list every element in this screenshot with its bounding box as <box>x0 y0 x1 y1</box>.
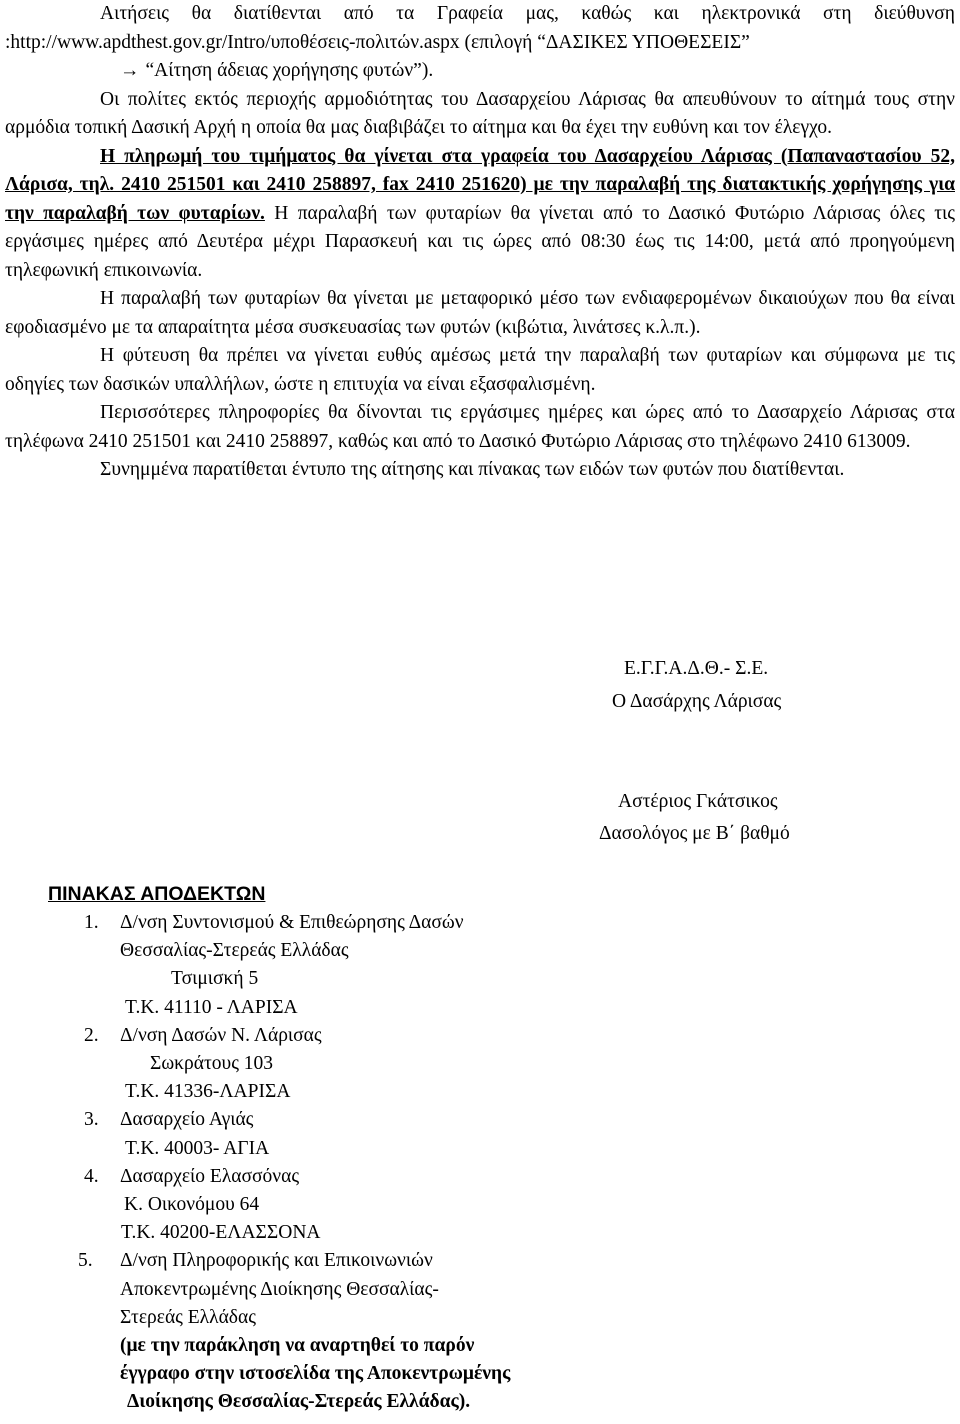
recipient-line: Δ/νση Συντονισμού & Επιθεώρησης Δασών <box>120 912 464 933</box>
recipient-line: Διοίκησης Θεσσαλίας-Στερεάς Ελλάδας). <box>127 1391 471 1413</box>
recipient-line: Τσιμισκή 5 <box>171 968 259 990</box>
signature-name: Αστέριος Γκάτσικος <box>618 791 778 812</box>
signature-org: Ε.Γ.Γ.Α.Δ.Θ.- Σ.Ε. <box>624 658 769 679</box>
recipient-line: έγγραφο στην ιστοσελίδα της Αποκεντρωμένης <box>120 1363 511 1385</box>
pickup-details: Η παραλαβή των φυταρίων θα γίνεται από το Δασικό Φυτώριο Λάρισας όλες τις εργάσιμες ημέρες από Δευτέρα μέχρι Παρασκευή και τις ώρες από 08:30 έως τις 14:00, μετά από προηγούμενη τηλεφωνική επικοινωνία. <box>5 202 955 281</box>
paragraph-outside-area: Οι πολίτες εκτός περιοχής αρμοδιότητας του Δασαρχείου Λάρισας θα απευθύνουν το αίτημά τους στην αρμόδια τοπική Δασική Αρχή η οποία θα μας διαβιβάζει το αίτημα και θα έχει την ευθύνη και τον έλεγχο. <box>5 88 955 138</box>
recipient-line: Τ.Κ. 41336-ΛΑΡΙΣΑ <box>125 1081 291 1103</box>
recipient-number: 4. <box>84 1165 99 1187</box>
paragraph-transport: Η παραλαβή των φυταρίων θα γίνεται με μεταφορικό μέσο των ενδιαφερομένων δικαιούχων που θα είναι εφοδιασμένο με τα απαραίτητα μέσα συσκευασίας των φυτών (κιβώτια, λινάτσες κ.λ.π.). <box>5 288 955 338</box>
recipient-line: (με την παράκληση να αναρτηθεί το παρόν <box>120 1335 475 1357</box>
paragraph-applications <box>5 0 955 86</box>
recipient-item <box>48 1022 928 1107</box>
recipient-item <box>48 1106 928 1162</box>
recipient-item <box>48 1163 928 1248</box>
signature-role: Ο Δασάρχης Λάρισας <box>612 691 782 712</box>
signature-title: Δασολόγος με Β΄ βαθμό <box>599 823 790 844</box>
paragraph-payment <box>5 143 955 286</box>
recipient-line: Θεσσαλίας-Στερεάς Ελλάδας <box>120 940 349 962</box>
recipient-number: 3. <box>84 1109 99 1131</box>
paragraph-planting: Η φύτευση θα πρέπει να γίνεται ευθύς αμέσως μετά την παραλαβή των φυταρίων και σύμφωνα με τις οδηγίες των δασικών υπαλλήλων, ώστε η επιτυχία να είναι εξασφαλισμένη. <box>5 345 955 395</box>
recipient-line: Τ.Κ. 40200-ΕΛΑΣΣΟΝΑ <box>121 1222 321 1244</box>
letter-body <box>5 0 955 485</box>
recipients-heading: ΠΙΝΑΚΑΣ ΑΠΟΔΕΚΤΩΝ <box>48 883 266 905</box>
recipient-number: 2. <box>84 1024 99 1046</box>
paragraph-attachments: Συνημμένα παρατίθεται έντυπο της αίτησης και πίνακας των ειδών των φυτών που διατίθενται. <box>100 459 845 480</box>
recipient-line: Δασαρχείο Ελασσόνας <box>120 1165 300 1187</box>
recipient-line: Δ/νση Πληροφορικής και Επικοινωνιών <box>120 1250 433 1272</box>
payment-notice: Η πληρωμή του τιμήματος θα γίνεται στα γραφεία του Δασαρχείου Λάρισας (Παπαναστασίου 52, Λάρισα, τηλ. 2410 251501 και 2410 258897, fax 2410 251620) με την παραλαβή της διατακτικής χορήγησης για την παραλαβή των φυταρίων. <box>5 145 955 224</box>
recipient-line: Δ/νση Δασών Ν. Λάρισας <box>120 1024 322 1046</box>
arrow-icon: → <box>120 60 140 81</box>
recipient-line: Δασαρχείο Αγιάς <box>120 1109 254 1131</box>
recipient-line: Σωκράτους 103 <box>150 1053 274 1075</box>
recipient-item <box>48 909 928 1022</box>
recipient-line: Αποκεντρωμένης Διοίκησης Θεσσαλίας- <box>120 1278 439 1300</box>
applications-text: Αιτήσεις θα διατίθενται από τα Γραφεία μας, καθώς και ηλεκτρονικά στη διεύθυνση :http://www.apdthest.gov.gr/Intro/υποθέσεις-πολιτών.aspx (επιλογή “ΔΑΣΙΚΕΣ ΥΠΟΘΕΣΕΙΣ” <box>5 3 955 53</box>
recipient-number: 1. <box>84 912 99 933</box>
recipients-list <box>48 880 928 1417</box>
recipient-line: Κ. Οικονόμου 64 <box>124 1194 260 1216</box>
recipients-items <box>48 909 928 1417</box>
recipient-item <box>48 1247 928 1416</box>
recipient-line: Τ.Κ. 40003- ΑΓΙΑ <box>125 1137 270 1159</box>
recipient-line: Στερεάς Ελλάδας <box>120 1306 256 1328</box>
paragraph-info: Περισσότερες πληροφορίες θα δίνονται τις εργάσιμες ημέρες και ώρες από το Δασαρχείο Λάρισας στα τηλέφωνα 2410 251501 και 2410 258897, καθώς και από το Δασικό Φυτώριο Λάρισας στο τηλέφωνο 2410 613009. <box>5 402 955 452</box>
recipient-line: Τ.Κ. 41110 - ΛΑΡΙΣΑ <box>125 996 298 1018</box>
applications-option: “Αίτηση άδειας χορήγησης φυτών”). <box>145 60 434 81</box>
recipient-number: 5. <box>78 1250 93 1272</box>
